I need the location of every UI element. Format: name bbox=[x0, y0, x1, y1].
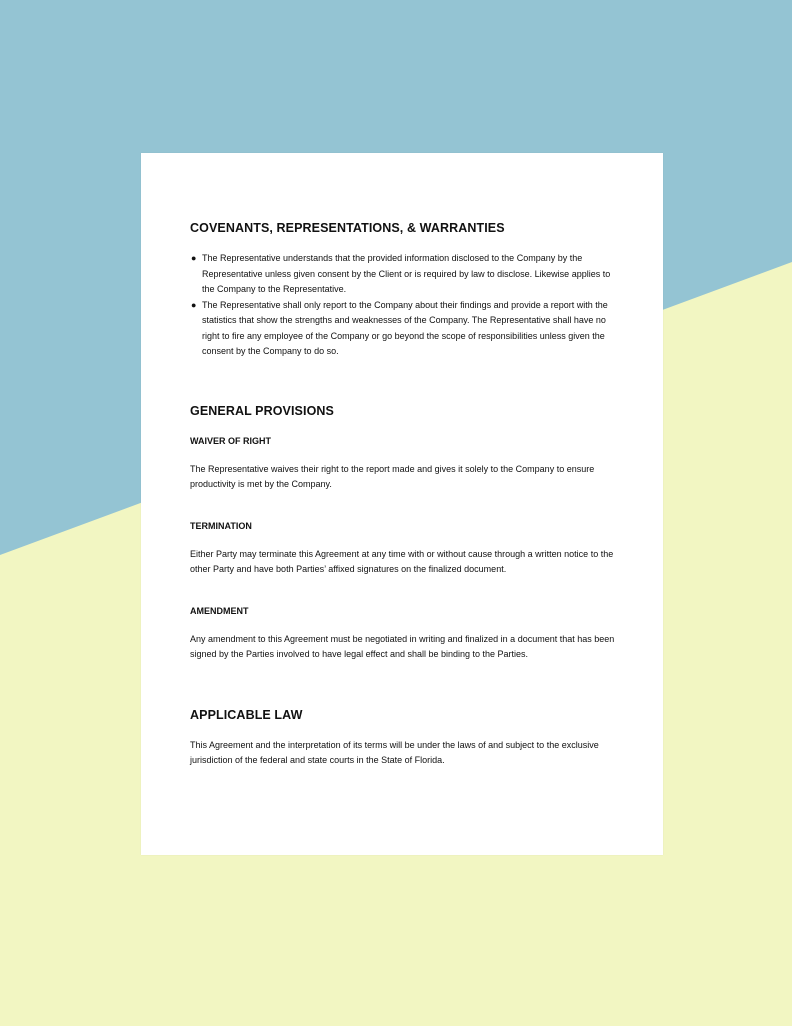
covenants-heading: COVENANTS, REPRESENTATIONS, & WARRANTIES bbox=[190, 221, 505, 235]
covenants-bullet-2-text: The Representative shall only report to the Company about their findings and provide a report with the statistics that show the strengths and weaknesses of the Company. The Representative shall have no right to fire any employee of the Company or go beyond the scope of responsibilities unless given the consent by the Company to do so. bbox=[202, 299, 608, 356]
amendment-text: Any amendment to this Agreement must be negotiated in writing and finalized in a document that has been signed by the Parties involved to have legal effect and shall be binding to the Parties. bbox=[190, 633, 615, 659]
waiver-heading: WAIVER OF RIGHT bbox=[190, 435, 271, 446]
bullet-icon: ● bbox=[191, 253, 197, 263]
applicable-law-text: This Agreement and the interpretation of its terms will be under the laws of and subject to the exclusive jurisdiction of the federal and state courts in the State of Florida. bbox=[190, 739, 599, 765]
list-item bbox=[191, 251, 615, 298]
document-content bbox=[190, 220, 615, 769]
waiver-text: The Representative waives their right to the report made and gives it solely to the Company to ensure productivity is met by the Company. bbox=[190, 463, 595, 489]
covenants-list bbox=[190, 251, 615, 360]
bullet-icon: ● bbox=[191, 299, 197, 310]
list-item bbox=[191, 298, 615, 360]
termination-heading: TERMINATION bbox=[190, 520, 252, 531]
amendment-heading: AMENDMENT bbox=[190, 605, 249, 616]
termination-text: Either Party may terminate this Agreement at any time with or without cause through a written notice to the other Party and have both Parties’ affixed signatures on the finalized document. bbox=[190, 548, 614, 574]
general-provisions-heading: GENERAL PROVISIONS bbox=[190, 403, 334, 418]
document-page bbox=[141, 153, 663, 855]
applicable-law-heading: APPLICABLE LAW bbox=[190, 707, 303, 722]
covenants-bullet-1-text: The Representative understands that the provided information disclosed to the Company by the Representative unless given consent by the Client or is required by law to disclose. Likewise applies to the Company to the Representative. bbox=[202, 253, 611, 294]
